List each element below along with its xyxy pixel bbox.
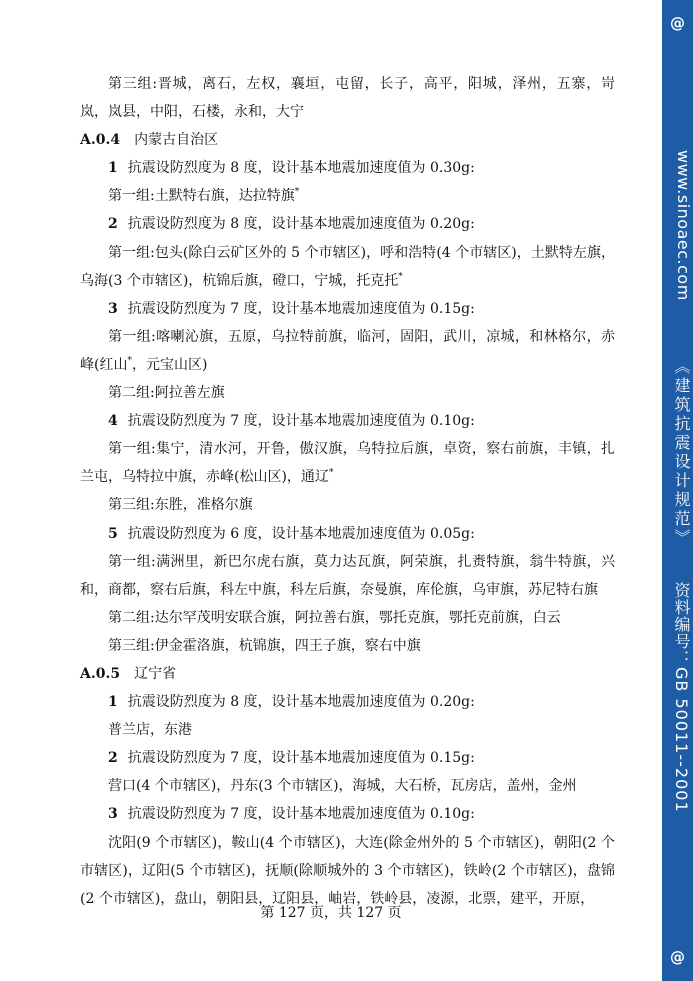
- a05-c3-list: 沈阳(9 个市辖区)，鞍山(4 个市辖区)，大连(除金州外的 5 个市辖区)，朝阳(2 个市辖区)，辽阳(5 个市辖区)，抚顺(除顺城外的 3 个市辖区)，铁岭(2 个市辖区)，盘锦(2 个市辖区)，盘山，朝阳县，辽阳县，岫岩，铁岭县，凌源，北票，建平，开原，: [80, 834, 615, 907]
- at-symbol-icon: @: [670, 948, 685, 966]
- clause-text: 抗震设防烈度为 7 度，设计基本地震加速度值为 0.15g:: [127, 300, 475, 317]
- clause-number: 2: [108, 216, 118, 233]
- at-symbol-icon: @: [670, 14, 685, 32]
- a05-clause-3: [80, 800, 615, 828]
- page-content: [80, 70, 615, 913]
- section-a05-heading: [80, 660, 615, 688]
- page-number-footer: 第 127 页，共 127 页: [260, 905, 402, 921]
- group-text: 第一组:包头(除白云矿区外的 5 个市辖区)，呼和浩特(4 个市辖区)，土默特左旗，乌海(3 个市辖区)，杭锦后旗，磴口，宁城，托克托: [80, 244, 615, 289]
- clause-number: 4: [108, 413, 118, 430]
- clause-text: 抗震设防烈度为 8 度，设计基本地震加速度值为 0.30g:: [127, 160, 475, 177]
- a04-clause-3: [80, 295, 615, 323]
- clause-text: 抗震设防烈度为 7 度，设计基本地震加速度值为 0.10g:: [127, 413, 475, 430]
- a04-c1-group1: [80, 182, 615, 210]
- a04-c5-group1: 第一组:满洲里，新巴尔虎右旗，莫力达瓦旗，阿荣旗，扎赉特旗，翁牛特旗，兴和，商都，察右后旗，科左中旗，科左后旗，奈曼旗，库伦旗，乌审旗，苏尼特右旗: [80, 553, 615, 598]
- clause-number: 5: [108, 525, 118, 542]
- a05-c1-list: 普兰店，东港: [108, 722, 192, 739]
- group-text-cont: ，元宝山区): [131, 356, 208, 373]
- clause-number: 3: [108, 806, 118, 823]
- group-text: 第一组:集宁，清水河，开鲁，傲汉旗，乌特拉后旗，卓资，察右前旗，丰镇，扎兰屯，乌特拉中旗，赤峰(松山区)，通辽: [80, 441, 615, 486]
- a04-clause-1: [80, 154, 615, 182]
- a04-clause-4: [80, 407, 615, 435]
- a04-c3-group1: [80, 323, 615, 379]
- intro-group3-text: 第三组:晋城，离石，左权，襄垣，屯留，长子，高平，阳城，泽州，五寨，岢岚，岚县，中阳，石楼，永和，大宁: [80, 76, 615, 121]
- section-a05-title: 辽宁省: [134, 665, 177, 682]
- a04-c5-group3: 第三组:伊金霍洛旗，杭锦旗，四王子旗，察右中旗: [108, 637, 421, 654]
- clause-number: 3: [108, 300, 118, 317]
- a04-clause-5: [80, 520, 615, 548]
- a04-c3-group2: 第二组:阿拉善左旗: [108, 385, 225, 402]
- clause-number: 1: [108, 694, 118, 711]
- sidebar-doc-title: 《建筑抗震设计规范》: [672, 358, 691, 548]
- clause-text: 抗震设防烈度为 6 度，设计基本地震加速度值为 0.05g:: [127, 525, 475, 542]
- footnote-star: *: [398, 271, 403, 282]
- a05-clause-1: [80, 688, 615, 716]
- sidebar-doc-code: 资料编号：GB 50011--2001: [672, 582, 691, 813]
- clause-number: 1: [108, 160, 118, 177]
- clause-text: 抗震设防烈度为 8 度，设计基本地震加速度值为 0.20g:: [127, 694, 475, 711]
- a04-c4-group1: [80, 435, 615, 491]
- footnote-star: *: [294, 187, 300, 198]
- a04-c4-group3: 第三组:东胜，准格尔旗: [108, 497, 253, 514]
- a05-c2-list: 营口(4 个市辖区)，丹东(3 个市辖区)，海城，大石桥，瓦房店，盖州，金州: [108, 778, 577, 795]
- clause-text: 抗震设防烈度为 7 度，设计基本地震加速度值为 0.10g:: [127, 806, 475, 823]
- a05-clause-2: [80, 744, 615, 772]
- brand-sidebar: [662, 0, 693, 981]
- section-a05-number: A.0.5: [80, 665, 121, 682]
- clause-text: 抗震设防烈度为 8 度，设计基本地震加速度值为 0.20g:: [127, 216, 475, 233]
- section-a04-number: A.0.4: [80, 132, 121, 149]
- a04-c5-group2: 第二组:达尔罕茂明安联合旗，阿拉善右旗，鄂托克旗，鄂托克前旗，白云: [108, 609, 561, 626]
- footnote-star: *: [328, 468, 334, 479]
- section-a04-title: 内蒙古自治区: [134, 132, 219, 149]
- sidebar-website: www.sinoaec.com: [674, 150, 693, 301]
- group-text: 第一组:喀喇沁旗，五原，乌拉特前旗，临河，固阳，武川，凉城，和林格尔，赤峰(红山: [80, 328, 615, 373]
- section-a04-heading: [80, 126, 615, 154]
- footnote-star: *: [127, 355, 132, 366]
- group-text: 第一组:土默特右旗，达拉特旗: [108, 188, 295, 205]
- a04-c2-group1: [80, 239, 615, 295]
- clause-number: 2: [108, 750, 118, 767]
- a04-clause-2: [80, 210, 615, 238]
- clause-text: 抗震设防烈度为 7 度，设计基本地震加速度值为 0.15g:: [127, 750, 475, 767]
